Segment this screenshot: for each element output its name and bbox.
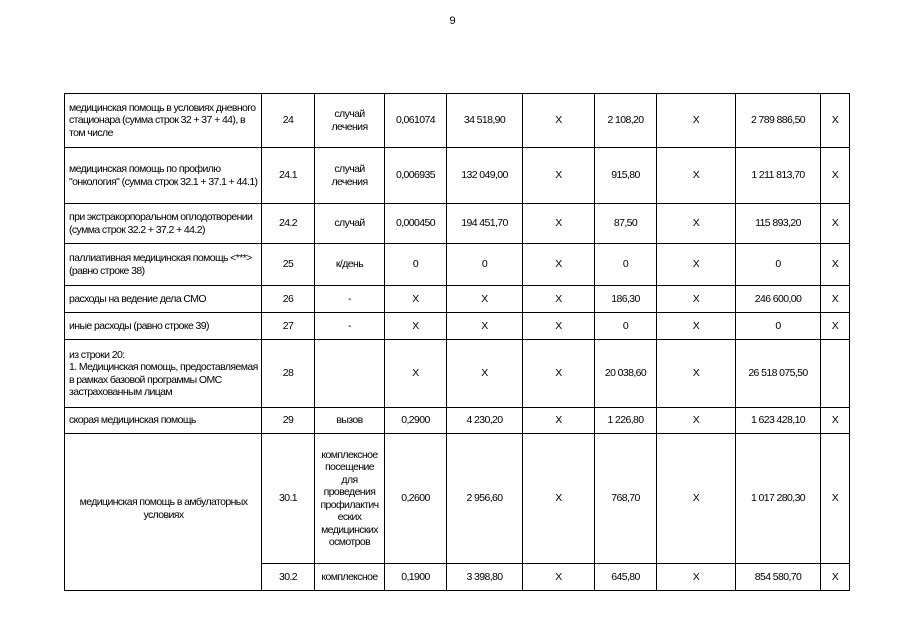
row-number: 30.2 xyxy=(262,564,315,591)
value-cell: X xyxy=(821,244,850,286)
value-cell xyxy=(821,340,850,408)
value-cell: 0 xyxy=(447,244,523,286)
value-cell: X xyxy=(447,313,523,340)
value-cell: 0,2900 xyxy=(385,408,447,434)
table-row xyxy=(65,244,850,286)
value-cell: X xyxy=(821,286,850,313)
row-number: 25 xyxy=(262,244,315,286)
row-name: паллиативная медицинская помощь <***> (равно строке 38) xyxy=(65,244,262,286)
value-cell: X xyxy=(523,564,595,591)
value-cell: X xyxy=(821,434,850,564)
value-cell: X xyxy=(523,148,595,204)
value-cell: X xyxy=(657,204,736,244)
value-cell: X xyxy=(385,313,447,340)
value-cell: 0,1900 xyxy=(385,564,447,591)
value-cell: 0,2600 xyxy=(385,434,447,564)
value-cell: X xyxy=(447,340,523,408)
value-cell: 2 108,20 xyxy=(595,94,657,148)
unit-cell: комплексное посещение для проведения профилактич еских медицинских осмотров xyxy=(315,434,385,564)
value-cell: 0,061074 xyxy=(385,94,447,148)
value-cell: 115 893,20 xyxy=(736,204,821,244)
value-cell: 87,50 xyxy=(595,204,657,244)
row-number: 27 xyxy=(262,313,315,340)
value-cell: X xyxy=(657,244,736,286)
value-cell: X xyxy=(523,313,595,340)
unit-cell: - xyxy=(315,313,385,340)
row-number: 24.1 xyxy=(262,148,315,204)
financing-table xyxy=(64,93,850,591)
value-cell: 186,30 xyxy=(595,286,657,313)
value-cell: 0 xyxy=(736,313,821,340)
value-cell: X xyxy=(821,94,850,148)
table-row xyxy=(65,286,850,313)
value-cell: X xyxy=(657,286,736,313)
unit-cell: случай лечения xyxy=(315,94,385,148)
value-cell: 0,000450 xyxy=(385,204,447,244)
value-cell: X xyxy=(821,148,850,204)
row-number: 29 xyxy=(262,408,315,434)
value-cell: X xyxy=(523,204,595,244)
ambulatory-name: медицинская помощь в амбулаторных условиях xyxy=(79,496,248,521)
value-cell: 4 230,20 xyxy=(447,408,523,434)
row-name xyxy=(65,434,262,591)
page-number: 9 xyxy=(449,15,456,27)
unit-cell: к/день xyxy=(315,244,385,286)
value-cell: X xyxy=(385,340,447,408)
value-cell: 2 956,60 xyxy=(447,434,523,564)
table-row xyxy=(65,434,850,564)
value-cell: 2 789 886,50 xyxy=(736,94,821,148)
value-cell: X xyxy=(523,434,595,564)
value-cell: 645,80 xyxy=(595,564,657,591)
unit-cell xyxy=(315,340,385,408)
table-row xyxy=(65,148,850,204)
row-number: 28 xyxy=(262,340,315,408)
value-cell: 0 xyxy=(595,244,657,286)
value-cell: X xyxy=(821,408,850,434)
row-name: скорая медицинская помощь xyxy=(65,408,262,434)
value-cell: 1 226,80 xyxy=(595,408,657,434)
row-name: иные расходы (равно строке 39) xyxy=(65,313,262,340)
row-name: медицинская помощь по профилю "онкология" (сумма строк 32.1 + 37.1 + 44.1) xyxy=(65,148,262,204)
value-cell: X xyxy=(523,244,595,286)
value-cell: 768,70 xyxy=(595,434,657,564)
unit-cell: - xyxy=(315,286,385,313)
unit-cell: случай лечения xyxy=(315,148,385,204)
table-row xyxy=(65,204,850,244)
row-number: 24.2 xyxy=(262,204,315,244)
value-cell: 854 580,70 xyxy=(736,564,821,591)
unit-cell: вызов xyxy=(315,408,385,434)
value-cell: X xyxy=(657,148,736,204)
value-cell: X xyxy=(657,408,736,434)
value-cell: 0,006935 xyxy=(385,148,447,204)
value-cell: X xyxy=(447,286,523,313)
value-cell: 0 xyxy=(385,244,447,286)
row-number: 30.1 xyxy=(262,434,315,564)
row-name: медицинская помощь в условиях дневного стационара (сумма строк 32 + 37 + 44), в том числе xyxy=(65,94,262,148)
value-cell: X xyxy=(523,340,595,408)
unit-cell: случай xyxy=(315,204,385,244)
value-cell: X xyxy=(657,434,736,564)
table-row xyxy=(65,340,850,408)
value-cell: 246 600,00 xyxy=(736,286,821,313)
value-cell: 915,80 xyxy=(595,148,657,204)
value-cell: 132 049,00 xyxy=(447,148,523,204)
value-cell: 0 xyxy=(736,244,821,286)
unit-cell: комплексное xyxy=(315,564,385,591)
value-cell: 20 038,60 xyxy=(595,340,657,408)
value-cell: 34 518,90 xyxy=(447,94,523,148)
value-cell: X xyxy=(657,94,736,148)
value-cell: X xyxy=(657,564,736,591)
value-cell: X xyxy=(657,340,736,408)
value-cell: X xyxy=(657,313,736,340)
row-name: из строки 20: 1. Медицинская помощь, предоставляемая в рамках базовой программы ОМС застрахованным лицам xyxy=(65,340,262,408)
value-cell: X xyxy=(523,286,595,313)
table-row xyxy=(65,94,850,148)
table-row xyxy=(65,313,850,340)
value-cell: 194 451,70 xyxy=(447,204,523,244)
table-row xyxy=(65,408,850,434)
value-cell: X xyxy=(821,564,850,591)
value-cell: 1 623 428,10 xyxy=(736,408,821,434)
value-cell: 1 211 813,70 xyxy=(736,148,821,204)
value-cell: X xyxy=(523,408,595,434)
row-number: 24 xyxy=(262,94,315,148)
value-cell: 26 518 075,50 xyxy=(736,340,821,408)
row-name: расходы на ведение дела СМО xyxy=(65,286,262,313)
value-cell: X xyxy=(523,94,595,148)
row-number: 26 xyxy=(262,286,315,313)
row-name: при экстракорпоральном оплодотворении (сумма строк 32.2 + 37.2 + 44.2) xyxy=(65,204,262,244)
value-cell: X xyxy=(821,204,850,244)
value-cell: 3 398,80 xyxy=(447,564,523,591)
value-cell: X xyxy=(821,313,850,340)
value-cell: X xyxy=(385,286,447,313)
value-cell: 1 017 280,30 xyxy=(736,434,821,564)
value-cell: 0 xyxy=(595,313,657,340)
